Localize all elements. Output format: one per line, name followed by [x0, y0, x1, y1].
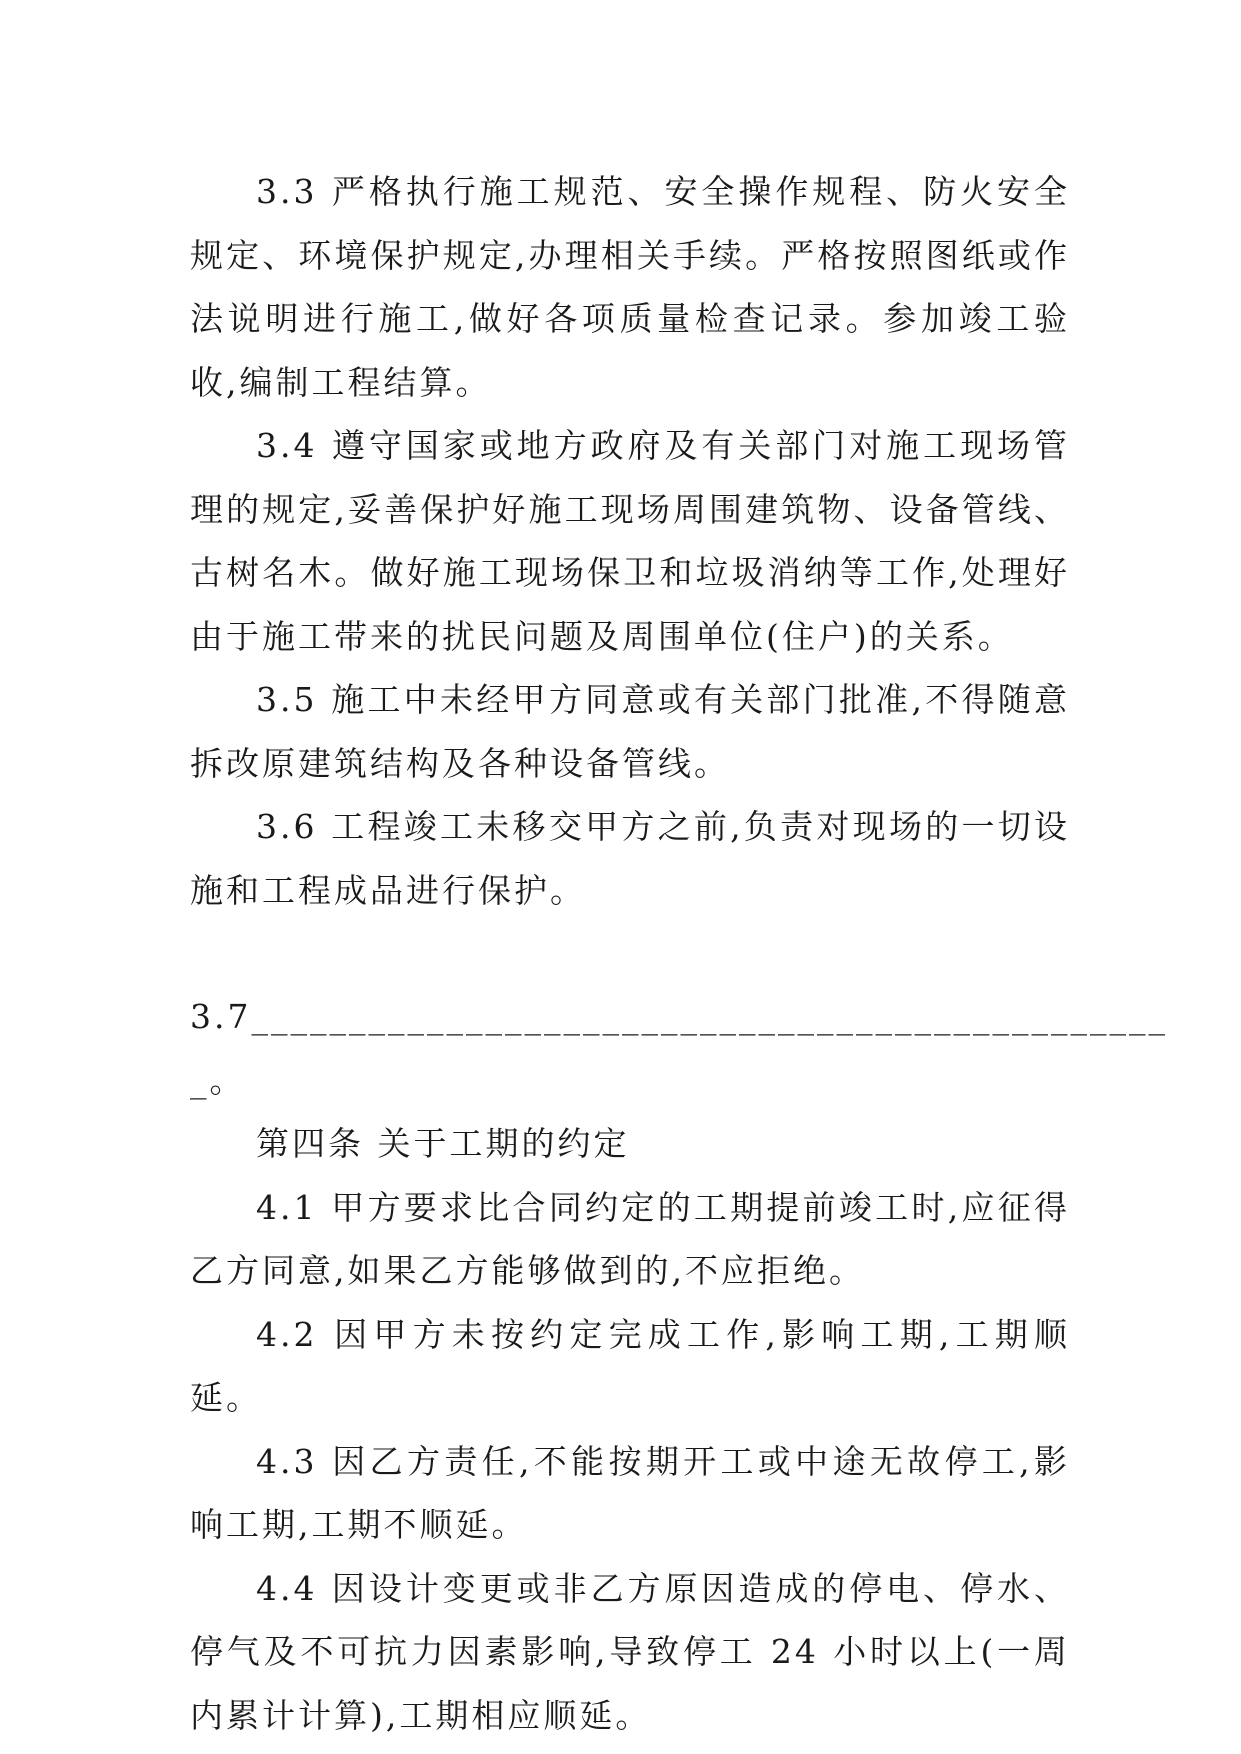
clause-3-7-blank-end: _。 [190, 1060, 246, 1100]
clause-3-5: 3.5 施工中未经甲方同意或有关部门批准,不得随意拆改原建筑结构及各种设备管线。 [190, 680, 1070, 783]
clause-4-3: 4.3 因乙方责任,不能按期开工或中途无故停工,影响工期,工期不顺延。 [190, 1441, 1070, 1544]
clause-4-1: 4.1 甲方要求比合同约定的工期提前竣工时,应征得乙方同意,如果乙方能够做到的,不应拒绝。 [190, 1187, 1070, 1290]
clause-3-7-blank-line: 3.7_______________________________________________ [190, 997, 1168, 1036]
blank-spacer [190, 922, 1070, 985]
clause-4-4: 4.4 因设计变更或非乙方原因造成的停电、停水、停气及不可抗力因素影响,导致停工 24 小时以上(一周内累计计算),工期相应顺延。 [190, 1568, 1070, 1735]
clause-3-4: 3.4 遵守国家或地方政府及有关部门对施工现场管理的规定,妥善保护好施工现场周围建筑物、设备管线、古树名木。做好施工现场保卫和垃圾消纳等工作,处理好由于施工带来的扰民问题及周围单位(住户)的关系。 [190, 426, 1070, 656]
document-body [190, 160, 1168, 1747]
clause-3-3: 3.3 严格执行施工规范、安全操作规程、防火安全规定、环境保护规定,办理相关手续。严格按照图纸或作法说明进行施工,做好各项质量检查记录。参加竣工验收,编制工程结算。 [190, 172, 1070, 402]
clause-3-6: 3.6 工程竣工未移交甲方之前,负责对现场的一切设施和工程成品进行保护。 [190, 807, 1070, 910]
article-4-heading: 第四条 关于工期的约定 [256, 1124, 630, 1163]
clause-4-2: 4.2 因甲方未按约定完成工作,影响工期,工期顺延。 [190, 1314, 1070, 1417]
